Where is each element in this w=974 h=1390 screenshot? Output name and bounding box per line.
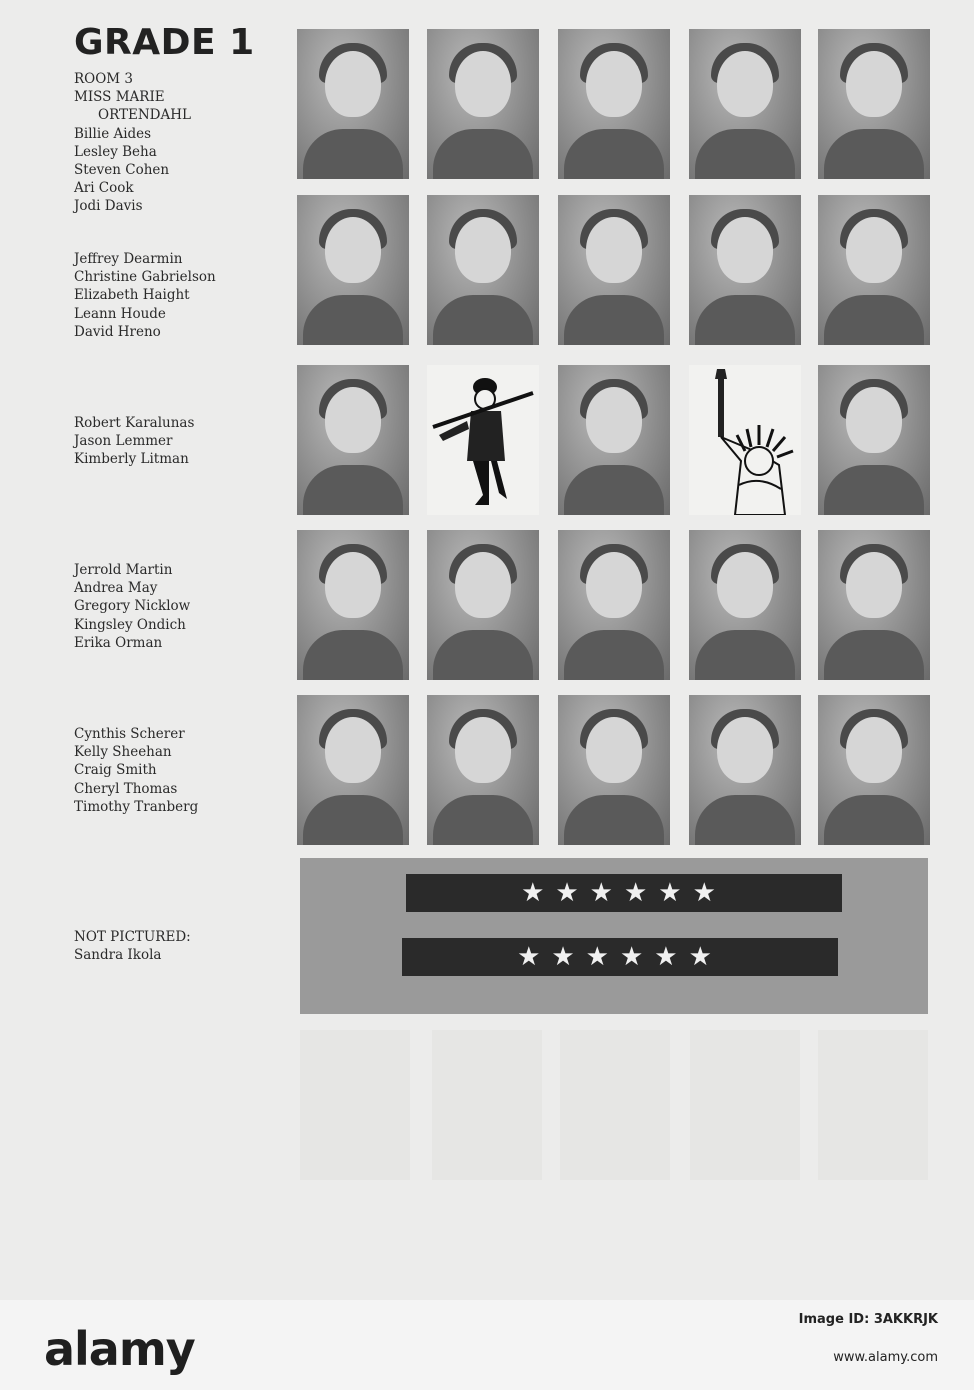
student-name: Craig Smith xyxy=(74,762,157,779)
student-photo xyxy=(297,29,409,179)
name-group-3 xyxy=(74,414,194,469)
flag-panel xyxy=(300,858,928,1014)
student-name: Erika Orman xyxy=(74,634,163,651)
student-photo xyxy=(818,365,930,515)
name-group-4 xyxy=(74,561,190,652)
student-photo xyxy=(297,530,409,680)
student-photo xyxy=(297,695,409,845)
bleed-through-shape xyxy=(690,1030,800,1180)
name-group-2 xyxy=(74,250,216,341)
student-name: Kingsley Ondich xyxy=(74,616,186,633)
minuteman-illustration xyxy=(427,365,539,515)
page-title: GRADE 1 xyxy=(74,22,255,63)
student-photo xyxy=(818,195,930,345)
student-name: Cheryl Thomas xyxy=(74,780,178,797)
name-group-1 xyxy=(74,70,191,216)
student-name: Robert Karalunas xyxy=(74,415,195,431)
student-photo xyxy=(689,695,801,845)
star-bar-top: ★★★★★★ xyxy=(406,874,842,912)
student-photo xyxy=(818,695,930,845)
student-photo xyxy=(427,695,539,845)
teacher-name-line2: ORTENDAHL xyxy=(98,107,191,124)
student-name: Jerrold Martin xyxy=(74,562,173,578)
student-name: Jason Lemmer xyxy=(74,433,173,450)
watermark-url: www.alamy.com xyxy=(833,1350,938,1365)
student-name: Timothy Tranberg xyxy=(74,798,199,815)
name-group-5 xyxy=(74,725,198,816)
statue-of-liberty-illustration xyxy=(689,365,801,515)
star-bar-bottom: ★★★★★★ xyxy=(402,938,838,976)
student-name: Lesley Beha xyxy=(74,143,157,160)
alamy-logo: alamy xyxy=(44,1322,195,1376)
student-photo xyxy=(818,29,930,179)
student-name: Billie Aides xyxy=(74,125,152,142)
student-photo xyxy=(558,365,670,515)
teacher-name-line1: MISS MARIE xyxy=(74,89,165,106)
student-name: Kimberly Litman xyxy=(74,451,189,468)
student-name: Ari Cook xyxy=(74,180,134,197)
student-name: Kelly Sheehan xyxy=(74,744,172,761)
student-photo xyxy=(297,365,409,515)
student-name: Andrea May xyxy=(74,580,158,597)
stock-watermark-bar xyxy=(0,1300,974,1390)
student-name: Jodi Davis xyxy=(74,198,143,215)
room-label: ROOM 3 xyxy=(74,71,134,87)
student-name: Leann Houde xyxy=(74,305,166,322)
image-id xyxy=(799,1312,938,1327)
student-photo xyxy=(689,29,801,179)
student-photo xyxy=(558,195,670,345)
student-name: Jeffrey Dearmin xyxy=(74,251,183,267)
student-name: Gregory Nicklow xyxy=(74,598,191,615)
student-name: Elizabeth Haight xyxy=(74,287,190,304)
bleed-through-shape xyxy=(432,1030,542,1180)
student-photo xyxy=(689,530,801,680)
bleed-through-shape xyxy=(818,1030,928,1180)
not-pictured-label: NOT PICTURED: xyxy=(74,929,191,945)
student-photo xyxy=(818,530,930,680)
student-photo xyxy=(558,530,670,680)
student-photo xyxy=(427,195,539,345)
not-pictured-group xyxy=(74,928,191,964)
student-photo xyxy=(558,29,670,179)
student-photo xyxy=(427,530,539,680)
student-name: Sandra Ikola xyxy=(74,947,162,964)
student-photo xyxy=(689,195,801,345)
student-photo xyxy=(427,29,539,179)
student-photo xyxy=(297,195,409,345)
bleed-through-shape xyxy=(300,1030,410,1180)
student-photo xyxy=(558,695,670,845)
image-id-label: Image ID: 3AKKRJK xyxy=(798,1312,938,1327)
bleed-through-shape xyxy=(560,1030,670,1180)
student-name: David Hreno xyxy=(74,323,161,340)
student-name: Christine Gabrielson xyxy=(74,269,216,286)
student-name: Cynthis Scherer xyxy=(74,726,185,742)
student-name: Steven Cohen xyxy=(74,162,170,179)
